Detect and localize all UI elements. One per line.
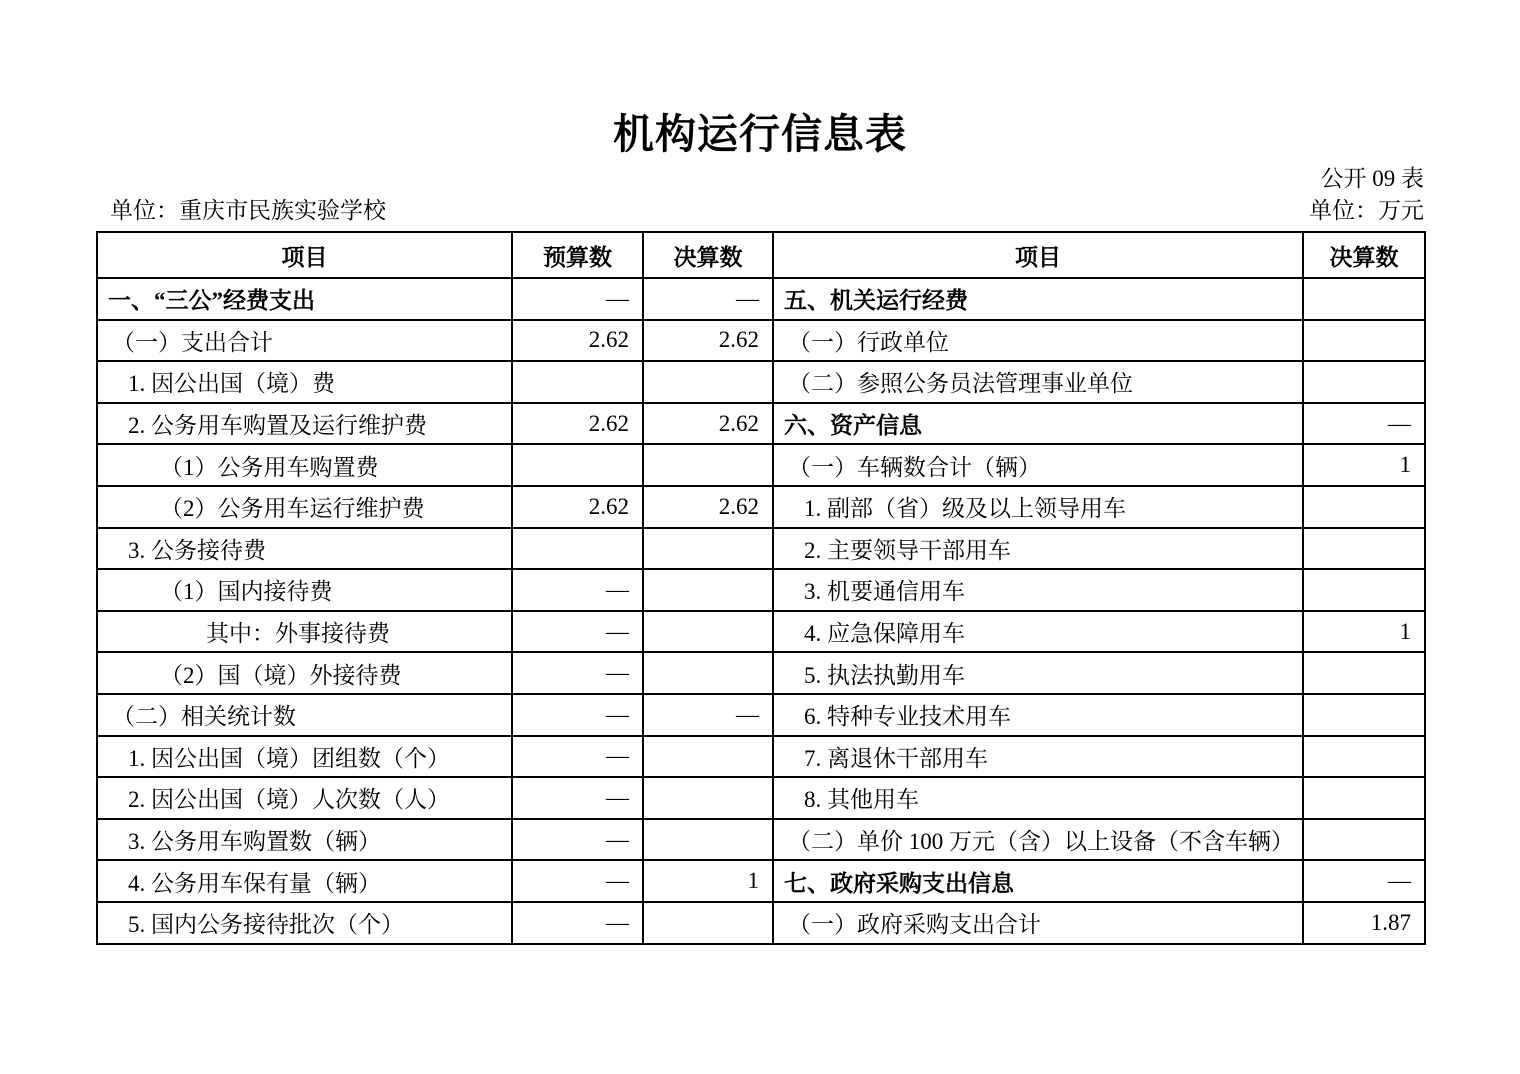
table-row [97,403,1425,445]
table-row [97,528,1425,570]
budget-value [512,361,643,403]
row-label-left: 5. 国内公务接待批次（个） [97,902,512,944]
table-row [97,320,1425,362]
budget-value: 2.62 [512,403,643,445]
final-value-right [1303,569,1425,611]
row-label-left: （1）公务用车购置费 [97,444,512,486]
table-row [97,819,1425,861]
table-header-row [97,232,1425,278]
row-label-right: 3. 机要通信用车 [773,569,1303,611]
row-label-right: （二）单价 100 万元（含）以上设备（不含车辆） [773,819,1303,861]
table-row [97,361,1425,403]
budget-value: — [512,902,643,944]
final-value-left [643,444,773,486]
row-label-left: 4. 公务用车保有量（辆） [97,860,512,902]
col-header-final-right: 决算数 [1303,232,1425,278]
budget-value: — [512,860,643,902]
final-value-right: 1.87 [1303,902,1425,944]
final-value-left [643,736,773,778]
final-value-right [1303,361,1425,403]
table-row [97,278,1425,320]
row-label-right: 1. 副部（省）级及以上领导用车 [773,486,1303,528]
final-value-left [643,819,773,861]
final-value-right: 1 [1303,444,1425,486]
row-label-left: 3. 公务用车购置数（辆） [97,819,512,861]
final-value-left: 1 [643,860,773,902]
operation-info-table [96,231,1426,945]
table-row [97,694,1425,736]
row-label-left: 2. 公务用车购置及运行维护费 [97,403,512,445]
budget-value: — [512,611,643,653]
budget-value: — [512,736,643,778]
budget-value [512,444,643,486]
final-value-right [1303,694,1425,736]
final-value-left [643,611,773,653]
final-value-left: 2.62 [643,403,773,445]
table-row [97,860,1425,902]
row-label-left: （2）国（境）外接待费 [97,652,512,694]
final-value-right [1303,528,1425,570]
table-row [97,569,1425,611]
row-label-left: 一、“三公”经费支出 [97,278,512,320]
final-value-left [643,902,773,944]
final-value-right [1303,652,1425,694]
row-label-left: 其中：外事接待费 [97,611,512,653]
budget-value [512,528,643,570]
row-label-right: 2. 主要领导干部用车 [773,528,1303,570]
row-label-right: 5. 执法执勤用车 [773,652,1303,694]
table-row [97,902,1425,944]
row-label-right: 4. 应急保障用车 [773,611,1303,653]
budget-value: — [512,569,643,611]
table-row [97,736,1425,778]
final-value-left: 2.62 [643,320,773,362]
row-label-left: （二）相关统计数 [97,694,512,736]
row-label-right: 6. 特种专业技术用车 [773,694,1303,736]
final-value-right: — [1303,860,1425,902]
table-row [97,777,1425,819]
final-value-left: — [643,278,773,320]
final-value-right: 1 [1303,611,1425,653]
row-label-right: （一）车辆数合计（辆） [773,444,1303,486]
col-header-final-left: 决算数 [643,232,773,278]
currency-unit-label: 单位：万元 [1309,198,1424,223]
row-label-right: 七、政府采购支出信息 [773,860,1303,902]
final-value-right [1303,736,1425,778]
budget-value: — [512,694,643,736]
row-label-right: 7. 离退休干部用车 [773,736,1303,778]
final-value-left: — [643,694,773,736]
final-value-right: — [1303,403,1425,445]
row-label-left: 1. 因公出国（境）团组数（个） [97,736,512,778]
page-title: 机构运行信息表 [613,111,907,157]
final-value-left [643,777,773,819]
row-label-left: （一）支出合计 [97,320,512,362]
col-header-item-right: 项目 [773,232,1303,278]
final-value-right [1303,819,1425,861]
row-label-right: 8. 其他用车 [773,777,1303,819]
budget-value: — [512,819,643,861]
form-number-label: 公开 09 表 [1320,166,1424,191]
unit-name-label: 单位：重庆市民族实验学校 [110,198,386,223]
row-label-right: 五、机关运行经费 [773,278,1303,320]
final-value-left [643,569,773,611]
row-label-right: （一）政府采购支出合计 [773,902,1303,944]
budget-value: — [512,278,643,320]
table-row [97,652,1425,694]
table-row [97,444,1425,486]
final-value-left [643,528,773,570]
col-header-budget: 预算数 [512,232,643,278]
budget-value: — [512,652,643,694]
budget-value: 2.62 [512,486,643,528]
row-label-left: （2）公务用车运行维护费 [97,486,512,528]
budget-value: 2.62 [512,320,643,362]
row-label-right: （二）参照公务员法管理事业单位 [773,361,1303,403]
row-label-right: 六、资产信息 [773,403,1303,445]
row-label-left: （1）国内接待费 [97,569,512,611]
final-value-left: 2.62 [643,486,773,528]
table-row [97,486,1425,528]
row-label-left: 1. 因公出国（境）费 [97,361,512,403]
final-value-right [1303,486,1425,528]
budget-value: — [512,777,643,819]
final-value-left [643,652,773,694]
final-value-right [1303,320,1425,362]
final-value-left [643,361,773,403]
final-value-right [1303,777,1425,819]
row-label-left: 2. 因公出国（境）人次数（人） [97,777,512,819]
col-header-item-left: 项目 [97,232,512,278]
final-value-right [1303,278,1425,320]
row-label-left: 3. 公务接待费 [97,528,512,570]
row-label-right: （一）行政单位 [773,320,1303,362]
table-row [97,611,1425,653]
